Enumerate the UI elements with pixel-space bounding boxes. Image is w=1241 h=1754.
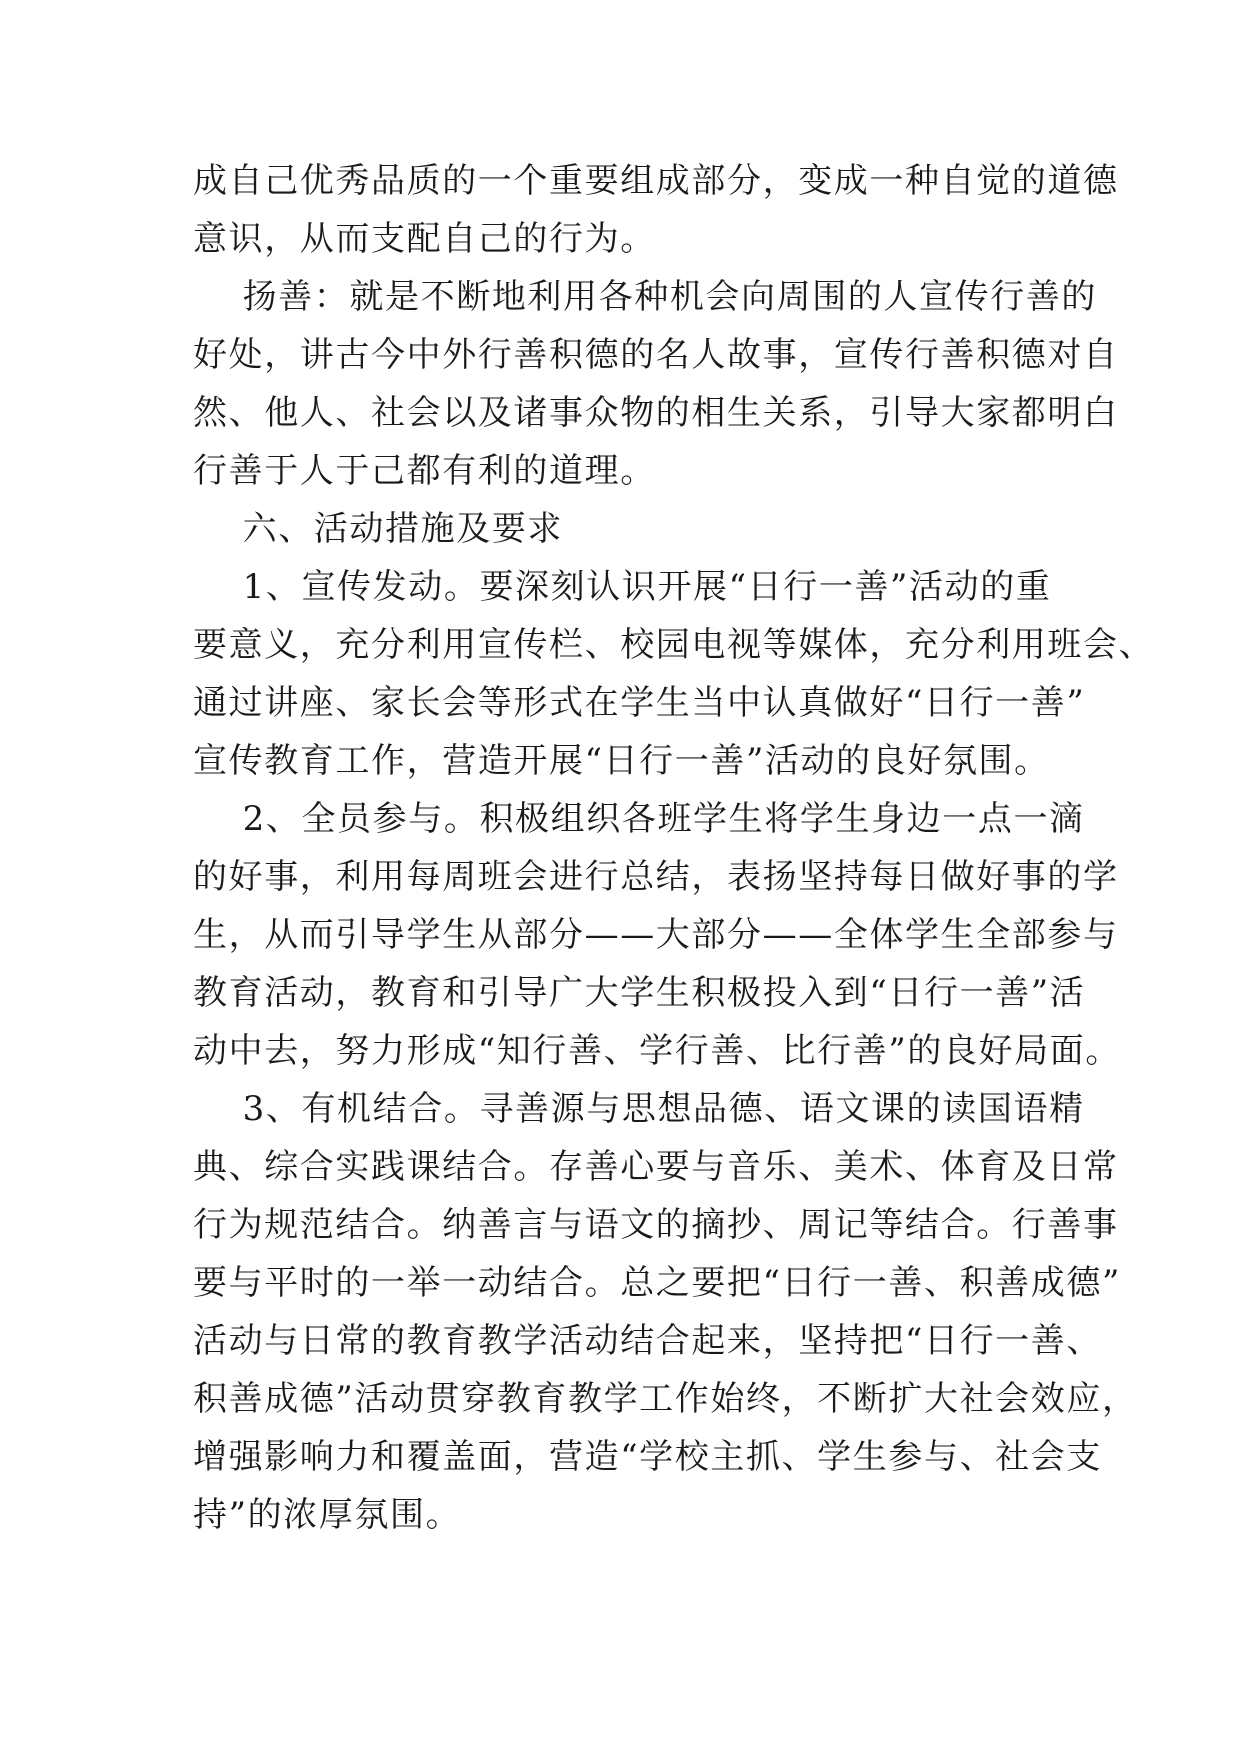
document-body (193, 152, 1155, 1544)
text-line: 好处，讲古今中外行善积德的名人故事，宣传行善积德对自 (193, 335, 1119, 375)
text-line: 然、他人、社会以及诸事众物的相生关系，引导大家都明白 (193, 393, 1119, 433)
text-line: 通过讲座、家长会等形式在学生当中认真做好“日行一善” (193, 683, 1086, 723)
text-line: 1、宣传发动。要深刻认识开展“日行一善”活动的重 (193, 567, 1052, 607)
text-line: 宣传教育工作，营造开展“日行一善”活动的良好氛围。 (193, 741, 1050, 781)
text-line: 行为规范结合。纳善言与语文的摘抄、周记等结合。行善事 (193, 1205, 1119, 1245)
paragraph-item-3 (193, 1080, 1138, 1544)
text-line: 动中去，努力形成“知行善、学行善、比行善”的良好局面。 (193, 1031, 1121, 1071)
text-line: 活动与日常的教育教学活动结合起来，坚持把“日行一善、 (193, 1321, 1102, 1361)
text-line: 持”的浓厚氛围。 (193, 1495, 462, 1535)
text-line: 积善成德”活动贯穿教育教学工作始终，不断扩大社会效应， (193, 1379, 1138, 1419)
text-line: 扬善：就是不断地利用各种机会向周围的人宣传行善的 (193, 277, 1098, 317)
text-line: 成自己优秀品质的一个重要组成部分，变成一种自觉的道德 (193, 161, 1119, 201)
text-line: 要与平时的一举一动结合。总之要把“日行一善、积善成德” (193, 1263, 1121, 1303)
text-line: 3、有机结合。寻善源与思想品德、语文课的读国语精 (193, 1089, 1085, 1129)
text-line: 典、综合实践课结合。存善心要与音乐、美术、体育及日常 (193, 1147, 1119, 1187)
text-line: 行善于人于己都有利的道理。 (193, 451, 656, 491)
heading-line: 六、活动措施及要求 (193, 509, 564, 549)
text-line: 要意义，充分利用宣传栏、校园电视等媒体，充分利用班会、 (193, 625, 1155, 665)
text-line: 生，从而引导学生从部分——大部分——全体学生全部参与 (193, 915, 1119, 955)
section-heading (193, 500, 1053, 558)
text-line: 2、全员参与。积极组织各班学生将学生身边一点一滴 (193, 799, 1085, 839)
paragraph-item-1 (193, 558, 1155, 790)
text-line: 意识，从而支配自己的行为。 (193, 219, 656, 259)
paragraph-continuation (193, 152, 1119, 268)
paragraph-item-2 (193, 790, 1121, 1080)
text-line: 的好事，利用每周班会进行总结，表扬坚持每日做好事的学 (193, 857, 1119, 897)
text-line: 教育活动，教育和引导广大学生积极投入到“日行一善”活 (193, 973, 1086, 1013)
text-line: 增强影响力和覆盖面，营造“学校主抓、学生参与、社会支 (193, 1437, 1102, 1477)
paragraph-yangshan (193, 268, 1119, 500)
